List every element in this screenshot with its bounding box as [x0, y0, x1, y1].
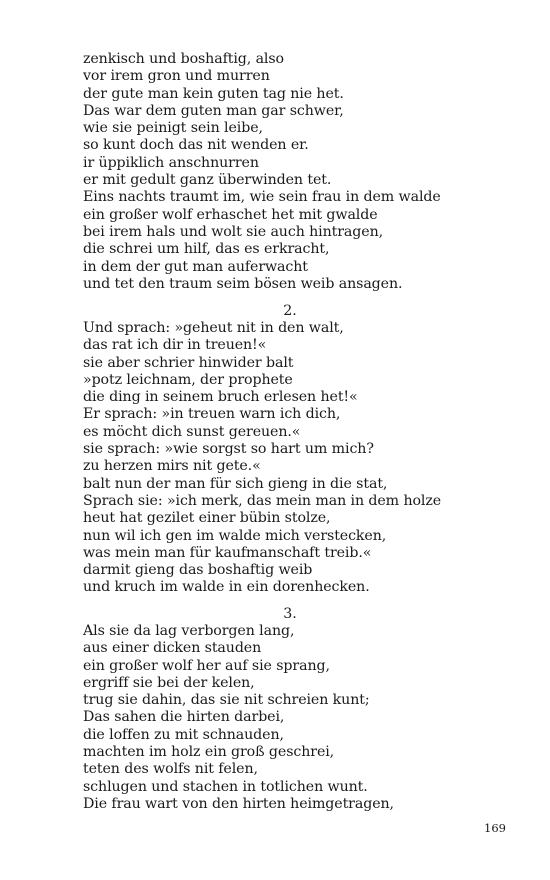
verse-line: und kruch im walde in ein dorenhecken.	[83, 579, 370, 596]
verse-line: der gute man kein guten tag nie het.	[83, 85, 344, 102]
verse-line: bei irem hals und wolt sie auch hintragen,	[83, 223, 384, 240]
verse-line: ergriff sie bei der kelen,	[83, 674, 255, 691]
verse-line: ir üppiklich anschnurren	[83, 154, 259, 171]
verse-line: machten im holz ein groß geschrei,	[83, 744, 335, 761]
verse-line: Und sprach: »geheut nit in den walt,	[83, 320, 344, 336]
stanza-number: 3.	[283, 606, 297, 622]
stanza-2	[83, 320, 483, 597]
verse-line: die schrei um hilf, das es erkracht,	[83, 241, 330, 258]
stanza-number: 2.	[283, 303, 297, 319]
verse-line: sie aber schrier hinwider balt	[83, 354, 294, 371]
verse-line: zu herzen mirs nit gete.«	[83, 458, 261, 475]
verse-line: die loffen zu mit schnauden,	[83, 726, 284, 743]
verse-line: wie sie peinigt sein leibe,	[83, 120, 263, 137]
stanza-3	[83, 623, 483, 813]
stanza-1	[83, 51, 483, 293]
verse-line: das rat ich dir in treuen!«	[83, 337, 267, 354]
verse-line: Eins nachts traumt im, wie sein frau in dem walde	[83, 189, 441, 206]
verse-line: Als sie da lag verborgen lang,	[83, 623, 295, 639]
verse-line: Sprach sie: »ich merk, das mein man in dem holze	[83, 492, 442, 509]
verse-line: trug sie dahin, das sie nit schreien kunt;	[83, 692, 370, 709]
verse-line: es möcht dich sunst gereuen.«	[83, 423, 301, 440]
verse-line: nun wil ich gen im walde mich verstecken,	[83, 527, 387, 544]
verse-line: heut hat gezilet einer bübin stolze,	[83, 510, 331, 527]
verse-line: so kunt doch das nit wenden er.	[83, 137, 309, 154]
verse-line: zenkisch und boshaftig, also	[83, 51, 284, 67]
verse-line: Das sahen die hirten darbei,	[83, 709, 285, 726]
verse-line: »potz leichnam, der prophete	[83, 371, 293, 388]
verse-line: in dem der gut man auferwacht	[83, 258, 308, 275]
verse-line: schlugen und stachen in totlichen wunt.	[83, 778, 368, 795]
page-number: 169	[484, 821, 506, 835]
verse-line: die ding in seinem bruch erlesen het!«	[83, 389, 358, 406]
verse-line: Er sprach: »in treuen warn ich dich,	[83, 406, 341, 423]
verse-line: ein großer wolf erhaschet het mit gwalde	[83, 206, 378, 223]
verse-line: balt nun der man für sich gieng in die stat,	[83, 475, 388, 492]
verse-line: aus einer dicken stauden	[83, 640, 262, 657]
verse-line: teten des wolfs nit felen,	[83, 761, 258, 778]
verse-line: vor irem gron und murren	[83, 68, 270, 85]
verse-line: und tet den traum seim bösen weib ansagen.	[83, 275, 403, 292]
verse-line: sie sprach: »wie sorgst so hart um mich?	[83, 441, 374, 458]
verse-line: darmit gieng das boshaftig weib	[83, 562, 313, 579]
verse-line: was mein man für kaufmanschaft treib.«	[83, 544, 372, 561]
verse-line: Die frau wart von den hirten heimgetragen,	[83, 795, 394, 812]
verse-line: ein großer wolf her auf sie sprang,	[83, 657, 330, 674]
verse-line: Das war dem guten man gar schwer,	[83, 102, 344, 119]
verse-line: er mit gedult ganz überwinden tet.	[83, 172, 332, 189]
